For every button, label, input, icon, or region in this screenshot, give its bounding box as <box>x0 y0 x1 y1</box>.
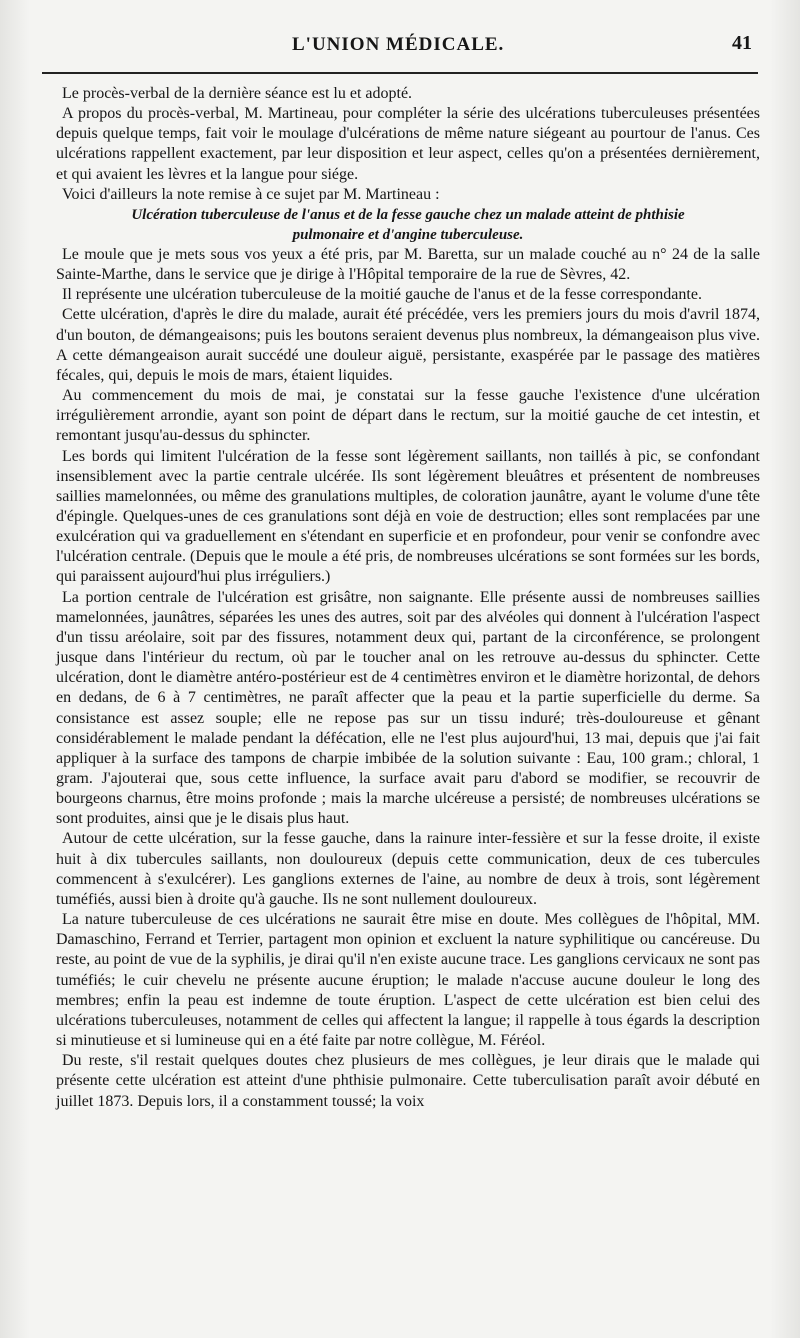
note-title-line-1: Ulcération tuberculeuse de l'anus et de la fesse gauche chez un malade atteint de phthisie <box>131 206 685 223</box>
paragraph: Voici d'ailleurs la note remise à ce sujet par M. Martineau : <box>62 185 440 203</box>
note-title <box>56 205 760 245</box>
paragraph: Le moule que je mets sous vos yeux a été pris, par M. Baretta, sur un malade couché au n° 24 de la salle Sainte-Marthe, dans le service que je dirige à l'Hôpital temporaire de la rue de Sèvres, 42. <box>56 245 760 284</box>
note-title-line-2: pulmonaire et d'angine tuberculeuse. <box>292 226 524 243</box>
paragraph: Cette ulcération, d'après le dire du malade, aurait été précédée, vers les premiers jours du mois d'avril 1874, d'un bouton, de démangeaisons; puis les boutons seraient devenus plus nombreux, la démangeaison plus vive. A cette démangeaison aurait succédé une douleur aiguë, persistante, exaspérée par le passage des matières fécales, qui, depuis le mois de mars, étaient liquides. <box>56 306 760 384</box>
paragraph: Les bords qui limitent l'ulcération de la fesse sont légèrement saillants, non taillés à pic, se confondant insensiblement avec la partie centrale ulcérée. Ils sont légèrement bleuâtres et présentent de nombreuses saillies mamelonnées, ou même des granulations multiples, de coloration jaunâtre, ayant le volume d'une tête d'épingle. Quelques-unes de ces granulations sont déjà en voie de destruction; elles sont remplacées par une exulcération qui va graduellement en s'étendant en superficie et en profondeur, pour venir se confondre avec l'ulcération centrale. (Depuis que le moule a été pris, de nombreuses ulcérations se sont formées sur les bords, qui paraissent aujourd'hui plus irréguliers.) <box>56 447 760 586</box>
running-title: L'UNION MÉDICALE. <box>292 34 505 55</box>
paragraph: La nature tuberculeuse de ces ulcérations ne saurait être mise en doute. Mes collègues de l'hôpital, MM. Damaschino, Ferrand et Terrier, partagent mon opinion et excluent la nature syphilitique ou cancéreuse. Du reste, au point de vue de la syphilis, je dirai qu'il n'en existe aucune trace. Les ganglions cervicaux ne sont pas tuméfiés; le cuir chevelu ne présente aucune éruption; le malade n'accuse aucune douleur le long des membres; enfin la peau est indemne de toute éruption. L'aspect de cette ulcération est bien celui des ulcérations tuberculeuses, notamment de celles qui affectent la langue; il rappelle à tous égards la description si minutieuse et si lumineuse qui en a été faite par notre collègue, M. Féréol. <box>56 911 760 1050</box>
paragraph: Le procès-verbal de la dernière séance est lu et adopté. <box>62 85 413 102</box>
page-header <box>52 32 752 62</box>
paragraph: Il représente une ulcération tuberculeuse de la moitié gauche de l'anus et de la fesse correspondante. <box>62 286 702 304</box>
page-number: 41 <box>732 32 752 54</box>
paragraph: Autour de cette ulcération, sur la fesse gauche, dans la rainure inter-fessière et sur la fesse droite, il existe huit à dix tubercules saillants, non douloureux (depuis cette communication, deux de ces tubercules commencent à s'exulcérer). Les ganglions externes de l'aine, au nombre de deux à trois, sont légèrement tuméfiés, aussi bien à droite qu'à gauche. Ils ne sont nullement douloureux. <box>56 830 760 908</box>
header-rule <box>42 72 758 74</box>
article-body <box>56 84 760 1112</box>
paragraph: Du reste, s'il restait quelques doutes chez plusieurs de mes collègues, je leur dirais que le malade qui présente cette ulcération est atteint d'une phthisie pulmonaire. Cette tuberculisation paraît avoir débuté en juillet 1873. Depuis lors, il a constamment toussé; la voix <box>56 1052 760 1110</box>
paragraph: La portion centrale de l'ulcération est grisâtre, non saignante. Elle présente aussi de nombreuses saillies mamelonnées, jaunâtres, séparées les unes des autres, soit par des alvéoles qui donnent à l'ulcération l'aspect d'un tissu aréolaire, soit par des fissures, notamment deux qui, partant de la circonférence, se prolongent jusque dans l'intérieur du rectum, où par le toucher anal on les retrouve au-dessus du sphincter. Cette ulcération, dont le diamètre antéro-postérieur est de 4 centimètres environ et le diamètre horizontal, de dehors en dedans, de 6 à 7 centimètres, ne paraît affecter que la peau et la partie superficielle du derme. Sa consistance est assez souple; elle ne repose pas sur un tissu induré; très-douloureuse et gênant considérablement le malade pendant la défécation, elle ne l'est plus aujourd'hui, 13 mai, depuis que j'ai fait appliquer à la surface des tampons de charpie imbibée de la solution suivante : Eau, 100 gram.; chloral, 1 gram. J'ajouterai que, sous cette influence, la surface avait paru d'abord se modifier, se recouvrir de bourgeons charnus, être moins profonde ; mais la marche ulcéreuse a persisté; de nombreuses ulcérations se sont produites, ainsi que je le disais plus haut. <box>56 588 760 828</box>
paragraph: Au commencement du mois de mai, je constatai sur la fesse gauche l'existence d'une ulcération irrégulièrement arrondie, ayant son point de départ dans le rectum, sur la moitié gauche de cet intestin, et remontant jusqu'au-dessus du sphincter. <box>56 387 760 445</box>
paragraph: A propos du procès-verbal, M. Martineau, pour compléter la série des ulcérations tuberculeuses présentées depuis quelque temps, fait voir le moulage d'ulcérations de même nature siégeant au pourtour de l'anus. Ces ulcérations rappellent exactement, par leur disposition et leur aspect, celles qu'on a présentées dernièrement, et qui avaient les lèvres et la langue pour siége. <box>56 105 760 183</box>
